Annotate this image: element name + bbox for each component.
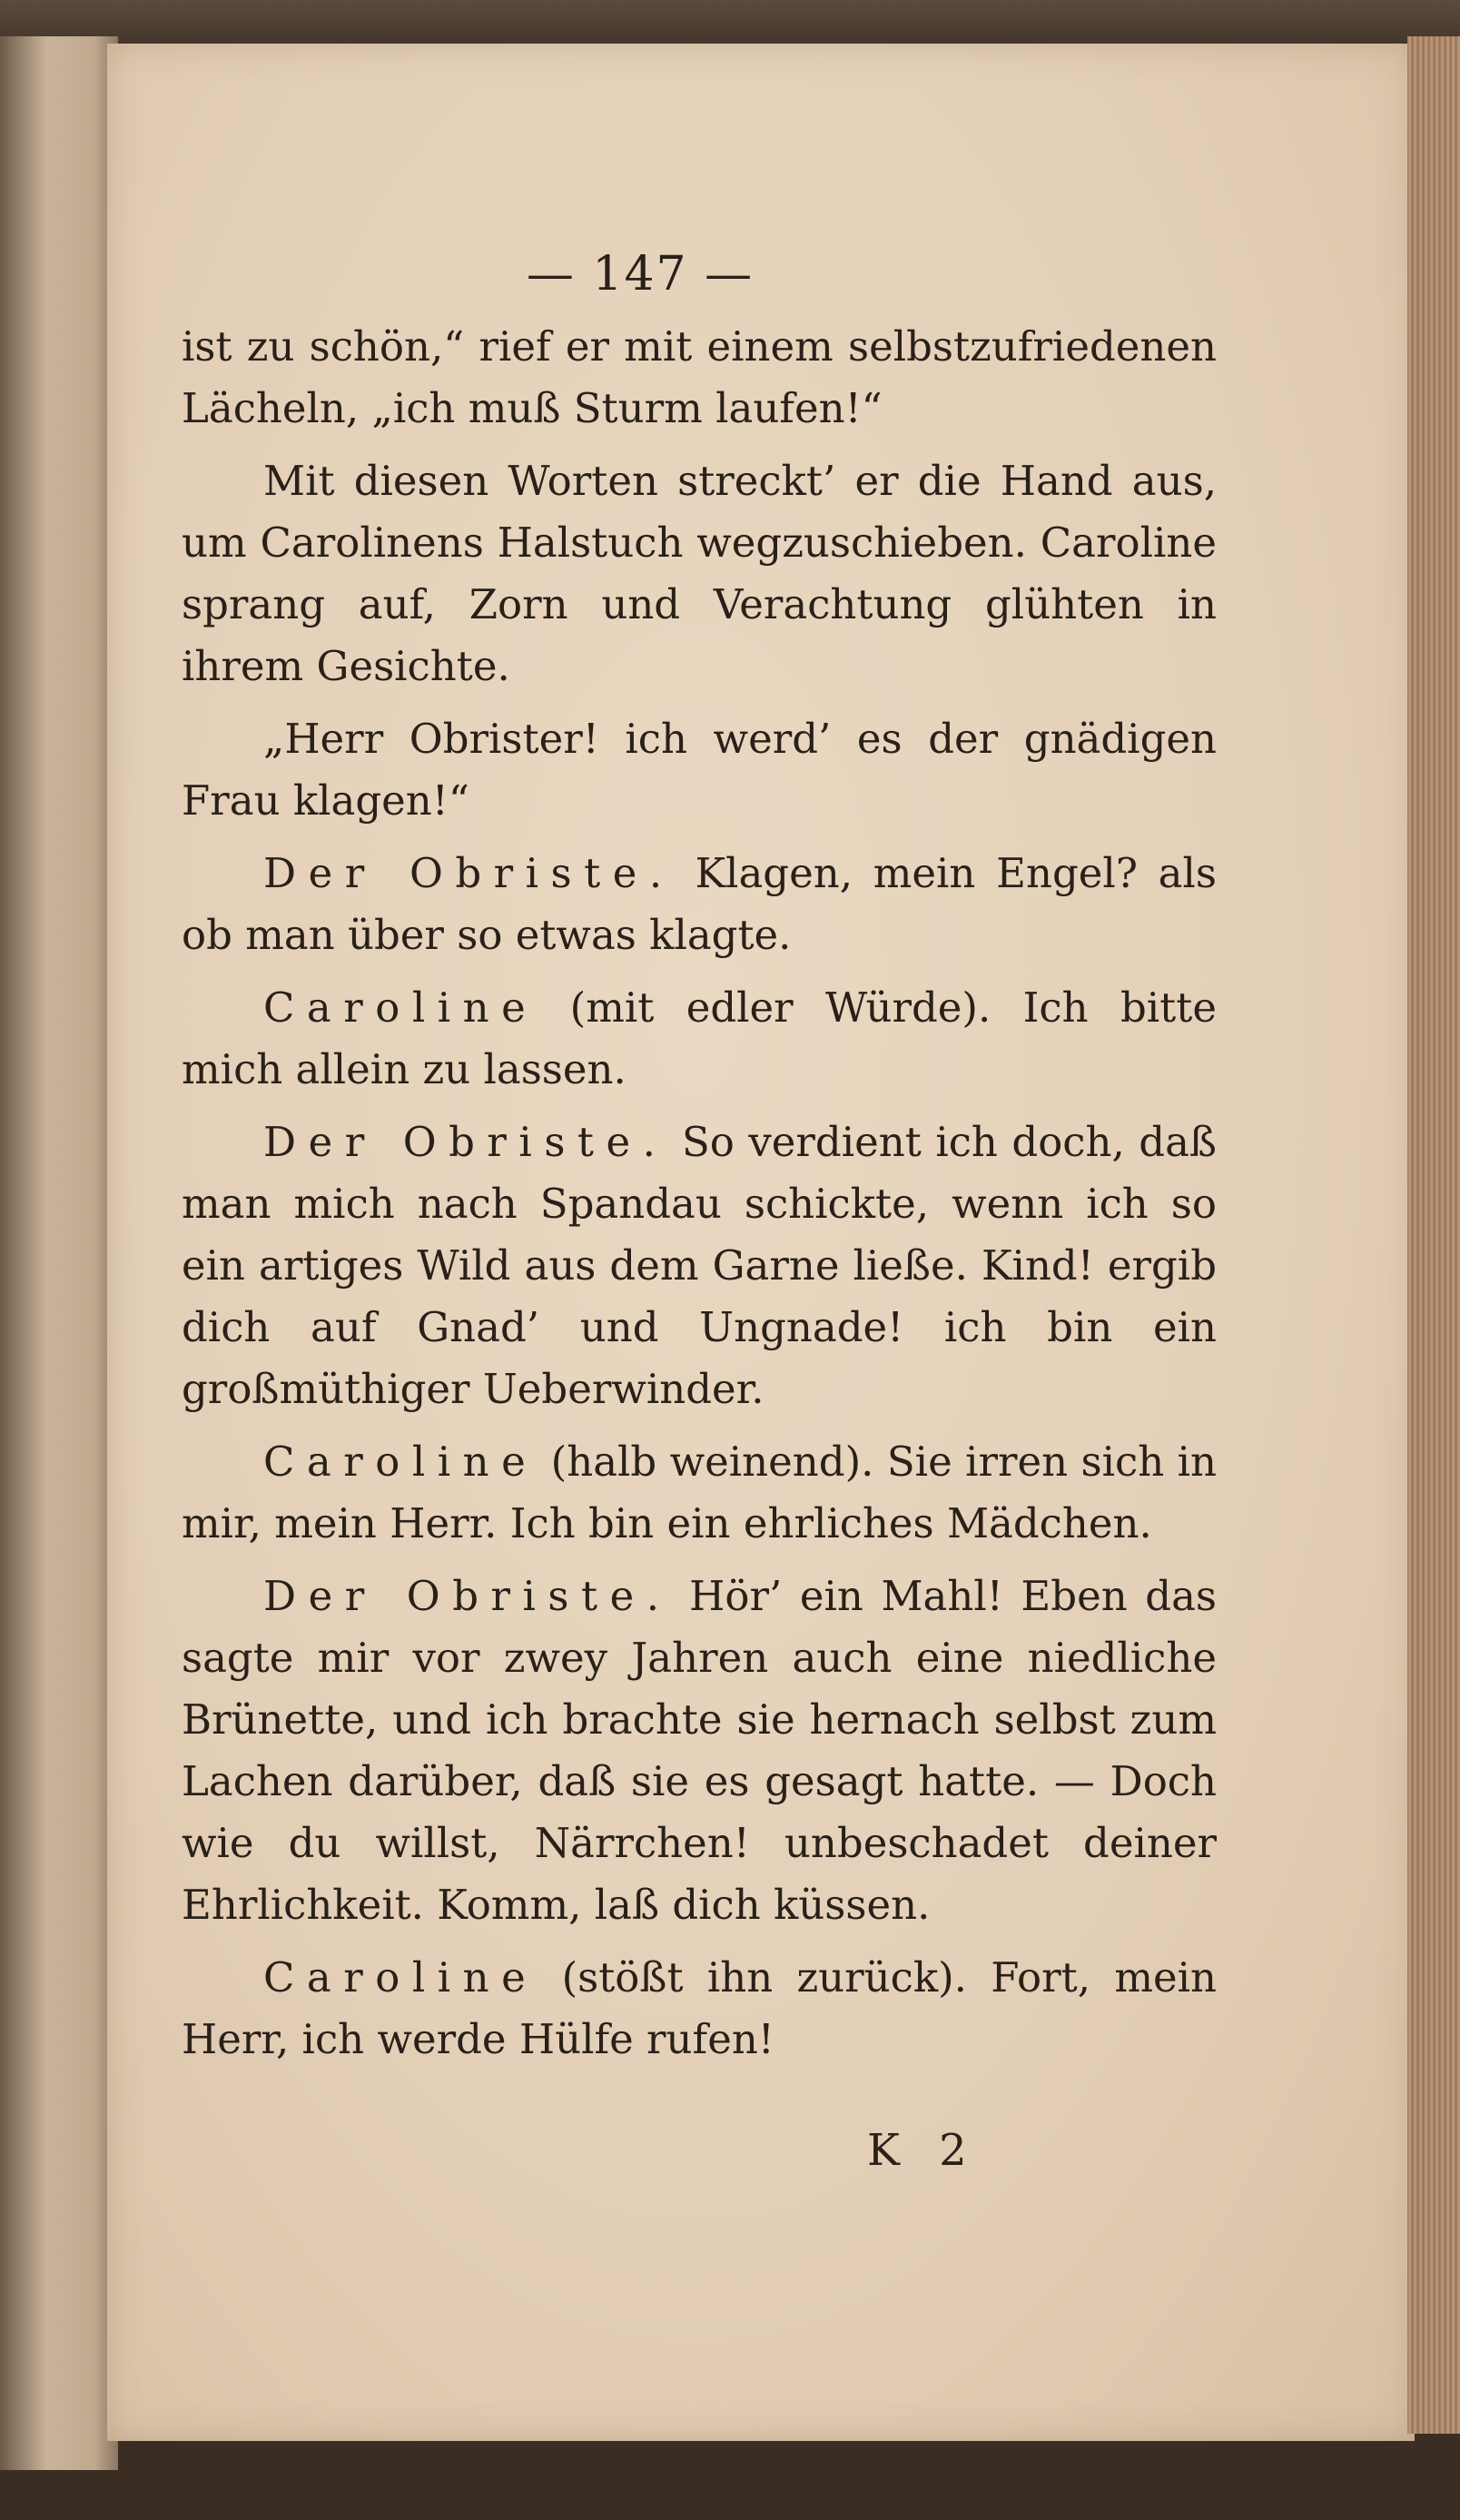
paragraph (182, 708, 1217, 832)
signature-mark: K 2 (867, 2125, 980, 2176)
speaker-name: Der Obriste. (263, 1118, 668, 1166)
dialogue-line (182, 1112, 1217, 1420)
paragraph (182, 316, 1217, 440)
speaker-name: Caroline (263, 1953, 538, 2001)
paragraph-text: ist zu schön,“ rief er mit einem selbstzufriedenen Lächeln, „ich muß Sturm laufen!“ (182, 322, 1217, 432)
dialogue-text: (halb weinend). Sie irren sich in mir, mein Herr. Ich bin ein ehrliches Mädchen. (182, 1438, 1217, 1547)
dialogue-line (182, 1566, 1217, 1936)
right-page-edges (1407, 36, 1460, 2434)
dialogue-text: Hör’ ein Mahl! Eben das sagte mir vor zwey Jahren auch eine niedliche Brünette, und ich brachte sie hernach selbst zum Lachen darüber, daß sie es gesagt hatte. — Doch wie du willst, Närrchen! unbeschadet deiner Ehrlichkeit. Komm, laß dich küssen. (182, 1572, 1217, 1929)
paragraph-text: „Herr Obrister! ich werd’ es der gnädigen Frau klagen!“ (182, 715, 1217, 825)
paragraph-text: Mit diesen Worten streckt’ er die Hand aus, um Carolinens Halstuch wegzuschieben. Caroline sprang auf, Zorn und Verachtung glühten in ihrem Gesichte. (182, 457, 1217, 690)
dialogue-line (182, 843, 1217, 966)
speaker-name: Der Obriste. (263, 1572, 672, 1620)
dialogue-text: Klagen, mein Engel? als ob man über so etwas klagte. (182, 849, 1217, 959)
speaker-name: Caroline (263, 983, 538, 1032)
page-number-header: — 147 — (526, 247, 755, 301)
dialogue-text: So verdient ich doch, daß man mich nach Spandau schickte, wenn ich so ein artiges Wild aus dem Garne ließe. Kind! ergib dich auf Gnad’ und Ungnade! ich bin ein großmüthiger Ueberwinder. (182, 1118, 1217, 1413)
dialogue-text: (mit edler Würde). Ich bitte mich allein zu lassen. (182, 983, 1217, 1093)
paragraph (182, 450, 1217, 697)
left-page-edge (0, 36, 118, 2470)
dialogue-text: (stößt ihn zurück). Fort, mein Herr, ich werde Hülfe rufen! (182, 1953, 1217, 2063)
dialogue-line (182, 977, 1217, 1101)
dialogue-line (182, 1947, 1217, 2070)
speaker-name: Der Obriste. (263, 849, 675, 897)
speaker-name: Caroline (263, 1438, 538, 1486)
page-text (182, 243, 1217, 2081)
dialogue-line (182, 1431, 1217, 1555)
